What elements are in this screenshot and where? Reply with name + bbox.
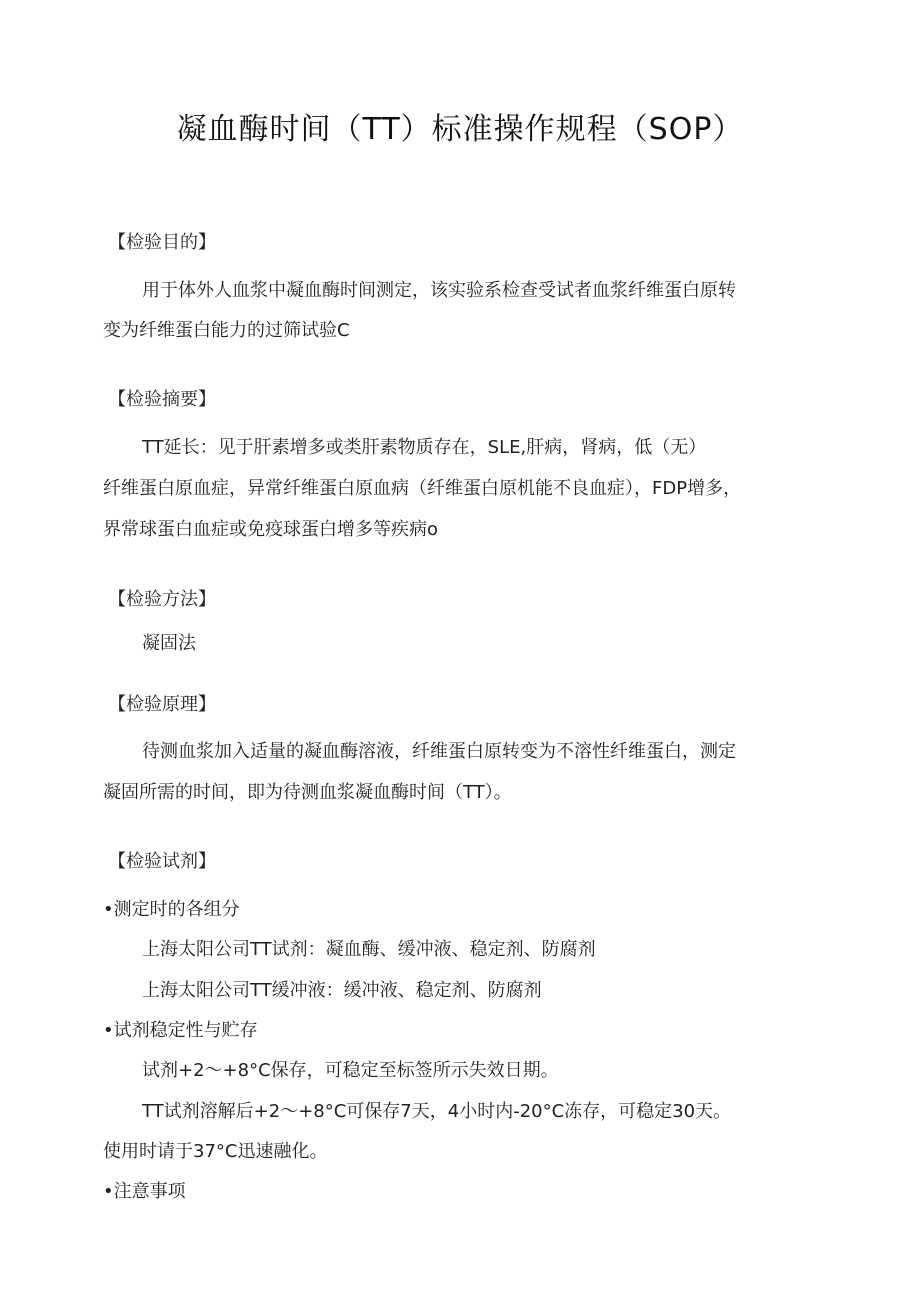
reagents-item-thaw: 使用时请于37°C迅速融化。: [103, 1141, 328, 1162]
principle-text-line-2: 凝固所需的时间，即为待测血浆凝血酶时间（TT）。: [103, 782, 512, 803]
section-heading-summary: 【检验摘要】: [108, 389, 216, 410]
method-text: 凝固法: [142, 633, 196, 654]
reagents-bullet-precautions: •注意事项: [103, 1181, 186, 1202]
reagents-item-tt-buffer: 上海太阳公司TT缓冲液：缓冲液、稳定剂、防腐剂: [142, 980, 542, 1001]
document-title: 凝血酶时间（TT）标准操作规程（SOP）: [176, 112, 744, 147]
purpose-text-line-1: 用于体外人血浆中凝血酶时间测定，该实验系检查受试者血浆纤维蛋白原转: [142, 280, 736, 301]
summary-text-line-3: 界常球蛋白血症或免疫球蛋白增多等疾病o: [103, 519, 439, 540]
section-heading-reagents: 【检验试剂】: [108, 851, 216, 872]
section-heading-principle: 【检验原理】: [108, 694, 216, 715]
reagents-bullet-components: •测定时的各组分: [103, 899, 240, 920]
summary-text-line-1: TT延长：见于肝素增多或类肝素物质存在，SLE,肝病，肾病，低（无）: [142, 437, 707, 458]
reagents-bullet-stability: •试剂稳定性与贮存: [103, 1020, 258, 1041]
summary-text-line-2: 纤维蛋白原血症，异常纤维蛋白原血病（纤维蛋白原机能不良血症），FDP增多，: [103, 478, 742, 499]
principle-text-line-1: 待测血浆加入适量的凝血酶溶液，纤维蛋白原转变为不溶性纤维蛋白，测定: [142, 741, 736, 762]
purpose-text-line-2: 变为纤维蛋白能力的过筛试验C: [103, 320, 350, 341]
reagents-item-storage: 试剂+2～+8°C保存，可稳定至标签所示失效日期。: [142, 1060, 559, 1081]
section-heading-method: 【检验方法】: [108, 589, 216, 610]
reagents-item-dissolved-storage: TT试剂溶解后+2～+8°C可保存7天，4小时内-20°C冻存，可稳定30天。: [142, 1101, 732, 1122]
section-heading-purpose: 【检验目的】: [108, 232, 216, 253]
reagents-item-tt-reagent: 上海太阳公司TT试剂：凝血酶、缓冲液、稳定剂、防腐剂: [142, 939, 596, 960]
